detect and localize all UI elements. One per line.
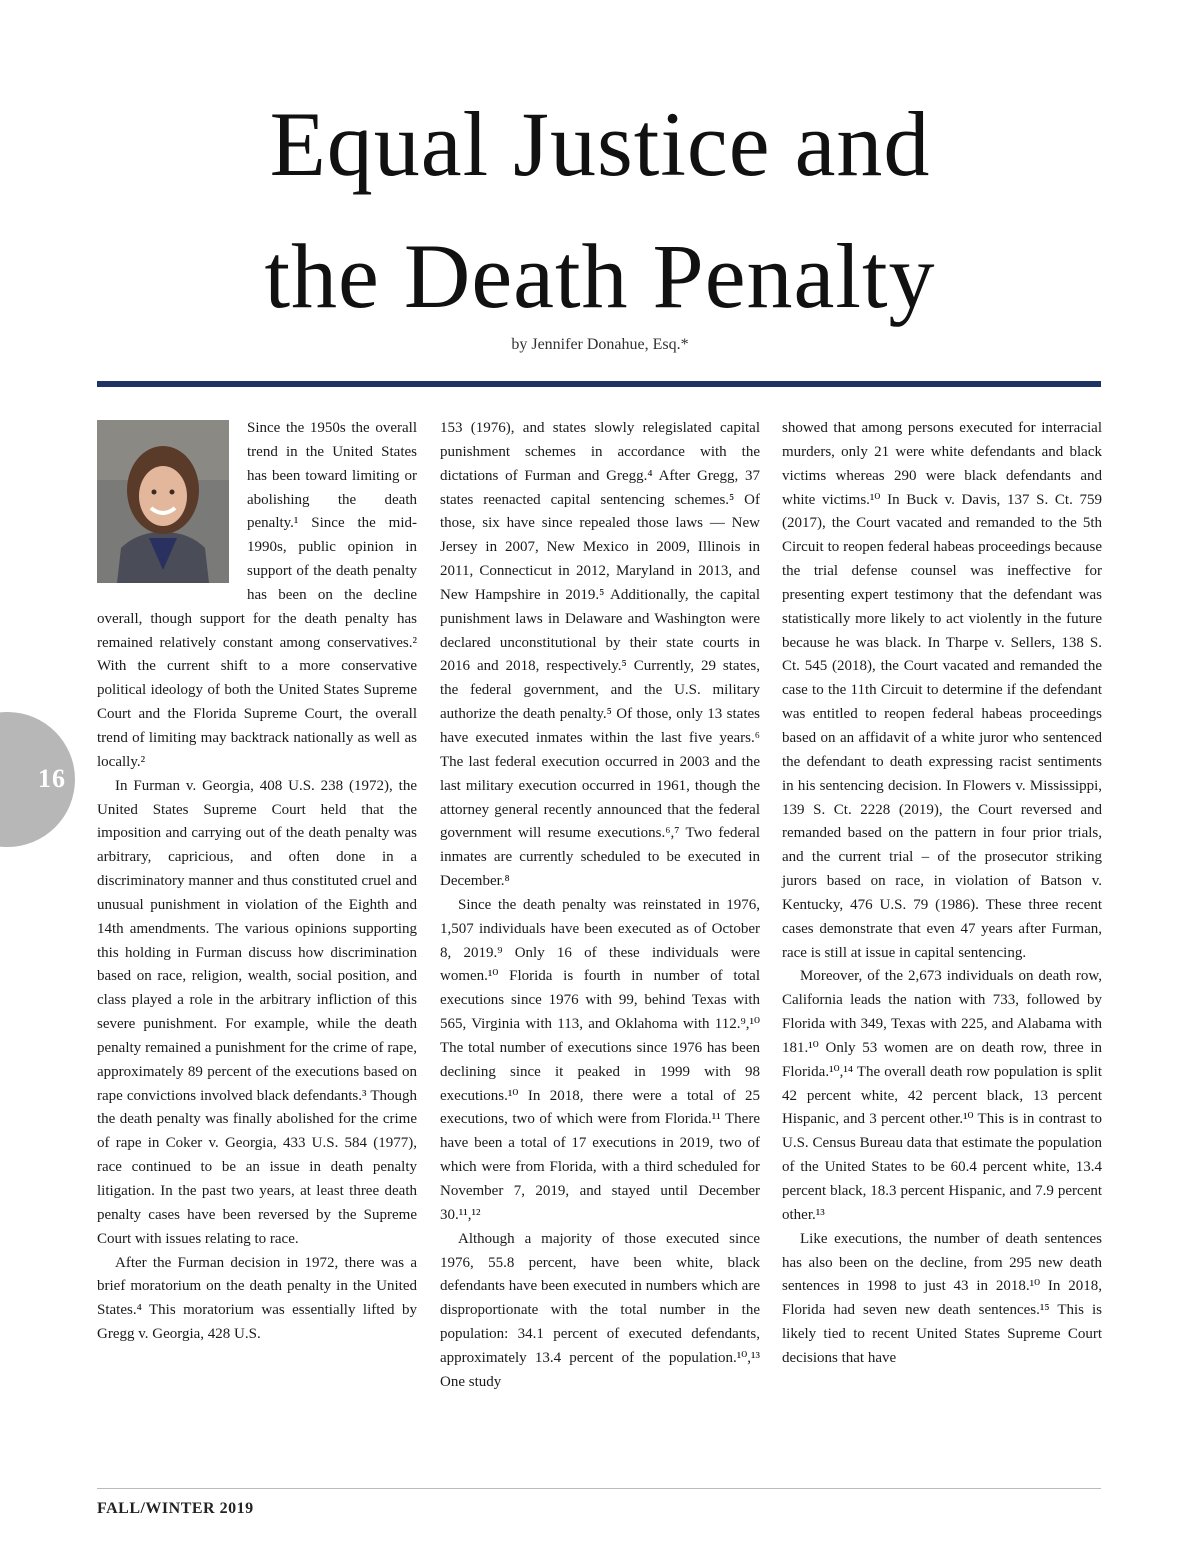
page-number: 16 xyxy=(38,764,66,793)
title-divider xyxy=(97,381,1101,387)
title-line-1: Equal Justice and xyxy=(269,93,931,195)
paragraph: Since the death penalty was reinstated in 1976, 1,507 individuals have been executed as of October 8, 2019.⁹ Only 16 of these individuals were women.¹⁰ Florida is fourth in number of total executions since 1976 with 99, behind Texas with 565, Virginia with 113, and Oklahoma with 112.⁹,¹⁰ The total number of executions since 1976 has been declining since it peaked in 1999 with 98 executions.¹⁰ In 2018, there were a total of 25 executions, two of which were from Florida.¹¹ There have been a total of 17 executions in 2019, two of which were from Florida, with a third scheduled for November 7, 2019, and stayed until December 30.¹¹,¹² xyxy=(440,896,760,1223)
paragraph: Moreover, of the 2,673 individuals on death row, California leads the nation with 733, followed by Florida with 349, Texas with 225, and Alabama with 181.¹⁰ Only 53 women are on death row, three in Florida.¹⁰,¹⁴ The overall death row population is split 42 percent white, 42 percent black, 13 percent Hispanic, and 3 percent other.¹⁰ This is in contrast to U.S. Census Bureau data that estimate the population of the United States to be 60.4 percent white, 13.4 percent black, 18.3 percent Hispanic, and 7.9 percent other.¹³ xyxy=(782,968,1102,1223)
article-title xyxy=(0,78,1200,342)
paragraph: After the Furman decision in 1972, there was a brief moratorium on the death penalty in the United States.⁴ This moratorium was essentially lifted by Gregg v. Georgia, 428 U.S. xyxy=(97,1254,417,1343)
paragraph: Although a majority of those executed since 1976, 55.8 percent, have been white, black defendants have been executed in numbers which are disproportionate with the total number in the population: 34.1 percent of executed defendants, approximately 13.4 percent of the population.¹⁰,¹³ One study xyxy=(440,1230,760,1390)
paragraph: 153 (1976), and states slowly relegislated capital punishment schemes in accordance with the dictations of Furman and Gregg.⁴ After Gregg, 37 states reenacted capital sentencing schemes.⁵ Of those, six have since repealed those laws — New Jersey in 2007, New Mexico in 2009, Illinois in 2011, Connecticut in 2012, Maryland in 2013, and New Hampshire in 2019.⁵ Additionally, the capital punishment laws in Delaware and Washington were declared unconstitutional by their state courts in 2016 and 2018, respectively.⁵ Currently, 29 states, the federal government, and the U.S. military authorize the death penalty.⁵ Of those, only 13 states have executed inmates within the last five years.⁶ The last federal execution occurred in 2003 and the last military execution occurred in 1961, though the attorney general recently announced that the federal government will resume executions.⁶,⁷ Two federal inmates are currently scheduled to be executed in December.⁸ xyxy=(440,420,760,890)
byline: by Jennifer Donahue, Esq.* xyxy=(511,336,689,353)
paragraph: Since the 1950s the overall trend in the United States has been toward limiting or abolishing the death penalty.¹ Since the mid-1990s, public opinion in support of the death penalty has been on the decline overall, though support for the death penalty has remained relatively constant among conservatives.² With the current shift to a more conservative political ideology of both the United States Supreme Court and the Florida Supreme Court, the overall trend of limiting may backtrack nationally as well as locally.² xyxy=(97,420,417,770)
issue-label: FALL/WINTER 2019 xyxy=(97,1500,254,1517)
paragraph: In Furman v. Georgia, 408 U.S. 238 (1972), the United States Supreme Court held that the imposition and carrying out of the death penalty was arbitrary, capricious, and often done in a discriminatory manner and thus constituted cruel and unusual punishment in violation of the Eighth and 14th amendments. The various opinions supporting this holding in Furman discuss how discrimination based on race, religion, wealth, social position, and class played a role in the arbitrary infliction of this severe punishment. For example, while the death penalty remained a punishment for the crime of rape, approximately 89 percent of the executions based on rape convictions involved black defendants.³ Though the death penalty was finally abolished for the crime of rape in Coker v. Georgia, 433 U.S. 584 (1977), race continued to be an issue in death penalty litigation. In the past two years, at least three death penalty cases have been reversed by the Supreme Court with issues relating to race. xyxy=(97,777,417,1247)
column-2 xyxy=(440,417,760,1395)
column-1 xyxy=(97,417,417,1347)
paragraph: Like executions, the number of death sentences has also been on the decline, from 295 new death sentences in 1998 to just 43 in 2018.¹⁰ In 2018, Florida had seven new death sentences.¹⁵ This is likely tied to recent United States Supreme Court decisions that have xyxy=(782,1230,1102,1366)
footer-divider xyxy=(97,1488,1101,1489)
author-photo xyxy=(97,420,229,583)
paragraph: showed that among persons executed for interracial murders, only 21 were white defendants and black victims whereas 290 were black defendants and white victims.¹⁰ In Buck v. Davis, 137 S. Ct. 759 (2017), the Court vacated and remanded to the 5th Circuit to reopen federal habeas proceedings because the trial defense counsel was ineffective for presenting expert testimony that the defendant was statistically more likely to act violently in the future because he was black. In Tharpe v. Sellers, 138 S. Ct. 545 (2018), the Court vacated and remanded the case to the 11th Circuit to determine if the defendant was entitled to reopen federal habeas proceedings based on an affidavit of a white juror who sentenced the defendant to death expressing racist sentiments in his sentencing decision. In Flowers v. Mississippi, 139 S. Ct. 2228 (2019), the Court reversed and remanded based on the pattern in four prior trials, and the current trial – of the prosecutor striking jurors based on race, in violation of Batson v. Kentucky, 476 U.S. 79 (1986). These three recent cases demonstrate that even 47 years after Furman, race is still at issue in capital sentencing. xyxy=(782,420,1102,961)
title-line-2: the Death Penalty xyxy=(264,225,936,327)
author-portrait-icon xyxy=(97,420,229,583)
column-3 xyxy=(782,417,1102,1371)
